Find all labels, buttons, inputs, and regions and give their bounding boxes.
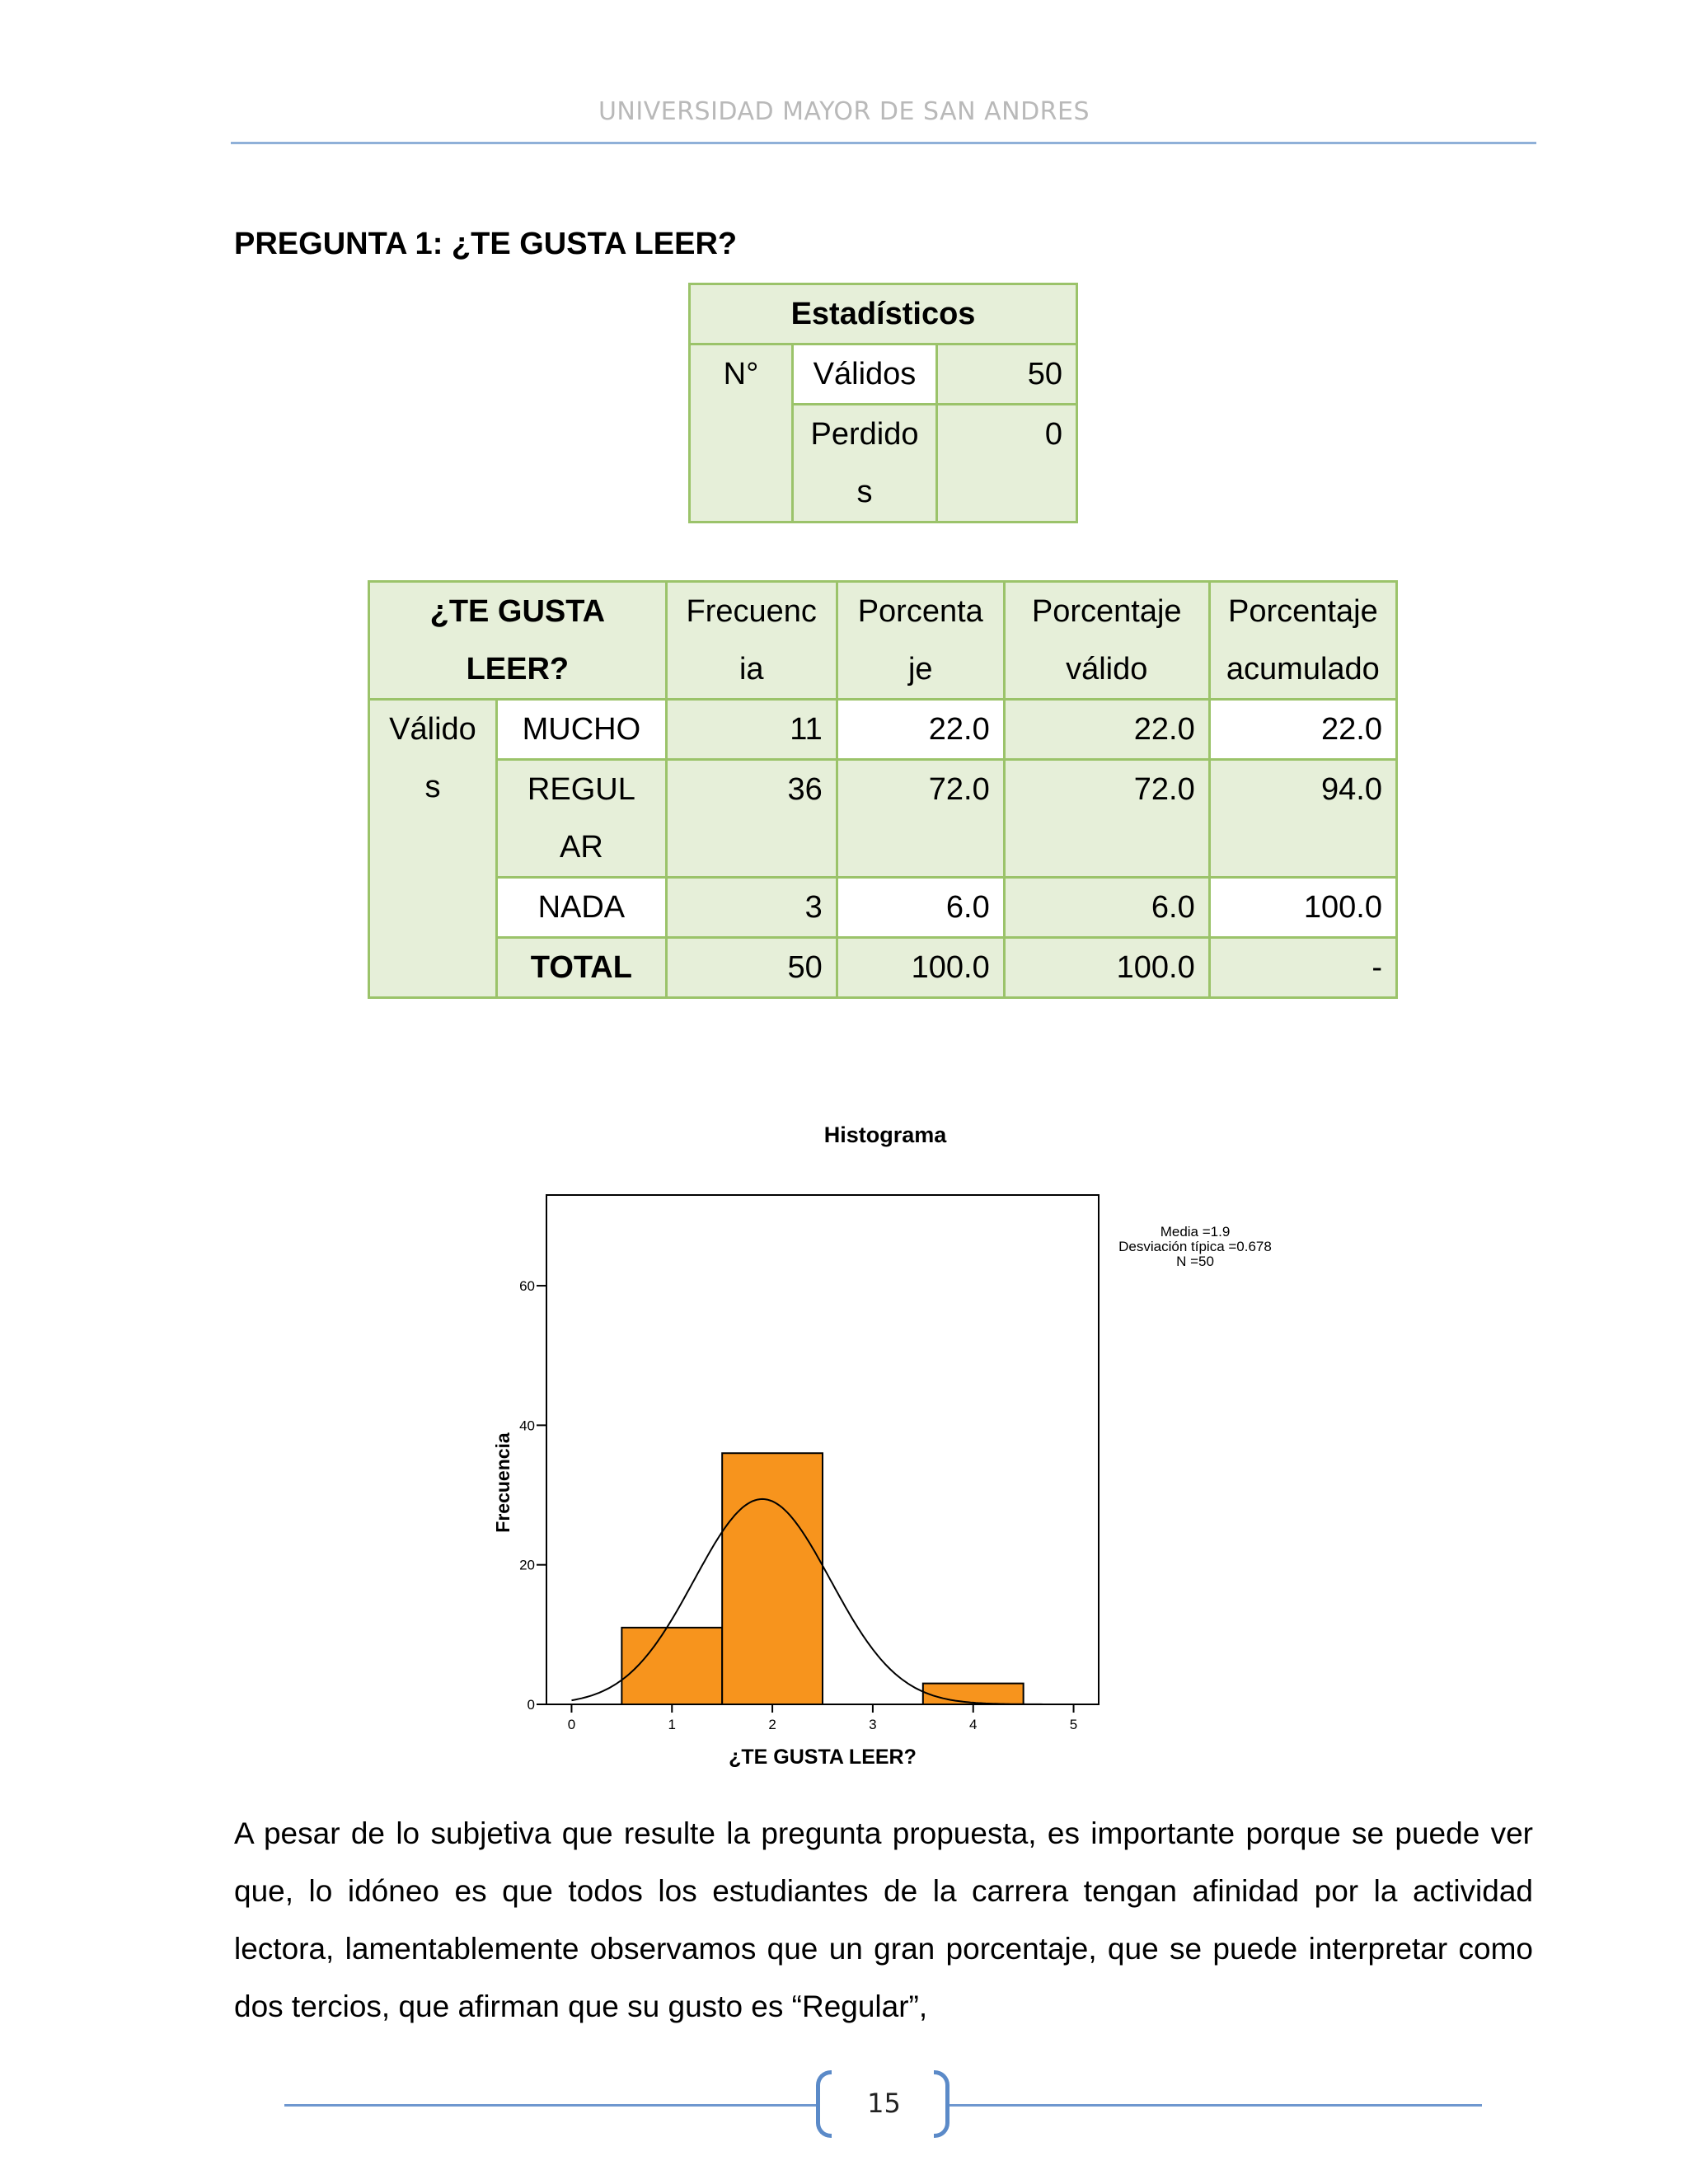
- stats-table: [688, 283, 1078, 523]
- stats-lost-value: 0: [937, 405, 1077, 523]
- frequency-table: [368, 580, 1398, 999]
- stats-valid-value: 50: [937, 344, 1077, 405]
- histogram-bar: [923, 1684, 1024, 1704]
- y-tick-label: 40: [519, 1418, 535, 1434]
- y-tick-label: 0: [527, 1697, 535, 1713]
- row-valid-percent: 22.0: [1004, 700, 1209, 760]
- histogram-bar: [722, 1453, 823, 1704]
- row-percent: 100.0: [837, 938, 1004, 998]
- x-tick-label: 0: [567, 1717, 576, 1732]
- footer-rule-right: [946, 2104, 1482, 2107]
- x-tick-label: 2: [768, 1717, 776, 1732]
- table-row: [369, 878, 1397, 938]
- footer-bracket-right: [934, 2070, 950, 2138]
- group-label: Válido s: [369, 700, 497, 998]
- row-cumulative-percent: 22.0: [1209, 700, 1396, 760]
- frequency-table-header: [369, 582, 1397, 700]
- x-tick-label: 1: [668, 1717, 677, 1732]
- page-number: 15: [867, 2088, 901, 2119]
- question-title: PREGUNTA 1: ¿TE GUSTA LEER?: [234, 227, 738, 261]
- header-valid-percent: Porcentaje válido: [1004, 582, 1209, 700]
- header-question: ¿TE GUSTA LEER?: [369, 582, 667, 700]
- row-valid-percent: 100.0: [1004, 938, 1209, 998]
- x-tick-label: 5: [1069, 1717, 1078, 1732]
- row-percent: 72.0: [837, 760, 1004, 878]
- header-percent: Porcenta je: [837, 582, 1004, 700]
- legend-stat: Desviación típica =0.678: [1118, 1239, 1272, 1254]
- row-percent: 6.0: [837, 878, 1004, 938]
- table-row: [369, 938, 1397, 998]
- footer-rule-left: [284, 2104, 818, 2107]
- row-label: NADA: [497, 878, 667, 938]
- row-frequency: 50: [666, 938, 837, 998]
- stats-lost-label: Perdido s: [793, 405, 937, 523]
- header-cumulative-percent: Porcentaje acumulado: [1209, 582, 1396, 700]
- row-frequency: 36: [666, 760, 837, 878]
- legend-stat: N =50: [1176, 1254, 1214, 1269]
- row-cumulative-percent: 94.0: [1209, 760, 1396, 878]
- row-frequency: 3: [666, 878, 837, 938]
- header-rule: [231, 142, 1536, 144]
- table-row: [369, 760, 1397, 878]
- header-frequency: Frecuenc ia: [666, 582, 837, 700]
- row-cumulative-percent: 100.0: [1209, 878, 1396, 938]
- histogram-chart: [462, 1154, 1319, 1780]
- legend-stat: Media =1.9: [1160, 1224, 1231, 1240]
- page-header: UNIVERSIDAD MAYOR DE SAN ANDRES: [598, 97, 1090, 126]
- x-axis-label: ¿TE GUSTA LEER?: [729, 1746, 917, 1769]
- row-label: REGUL AR: [497, 760, 667, 878]
- row-frequency: 11: [666, 700, 837, 760]
- y-tick-label: 60: [519, 1278, 535, 1295]
- y-axis-label: Frecuencia: [492, 1432, 513, 1533]
- row-valid-percent: 6.0: [1004, 878, 1209, 938]
- footer-bracket-left: [816, 2070, 832, 2138]
- row-label: TOTAL: [497, 938, 667, 998]
- row-percent: 22.0: [837, 700, 1004, 760]
- table-row: [369, 700, 1397, 760]
- row-label: MUCHO: [497, 700, 667, 760]
- x-tick-label: 3: [869, 1717, 877, 1732]
- row-cumulative-percent: -: [1209, 938, 1396, 998]
- stats-table-title: Estadísticos: [690, 284, 1077, 344]
- chart-title: Histograma: [823, 1122, 947, 1147]
- y-tick-label: 20: [519, 1557, 535, 1573]
- row-valid-percent: 72.0: [1004, 760, 1209, 878]
- stats-n-label: N°: [690, 344, 793, 523]
- body-paragraph: A pesar de lo subjetiva que resulte la pregunta propuesta, es importante porque se puede ver que, lo idóneo es que todos los estudiantes de la carrera tengan afinidad por la actividad lectora, lamentablemente observamos que un gran porcentaje, que se puede interpretar como dos tercios, que afirman que su gusto es “Regular”,: [234, 1816, 1533, 2023]
- x-tick-label: 4: [968, 1717, 978, 1732]
- stats-valid-label: Válidos: [793, 344, 937, 405]
